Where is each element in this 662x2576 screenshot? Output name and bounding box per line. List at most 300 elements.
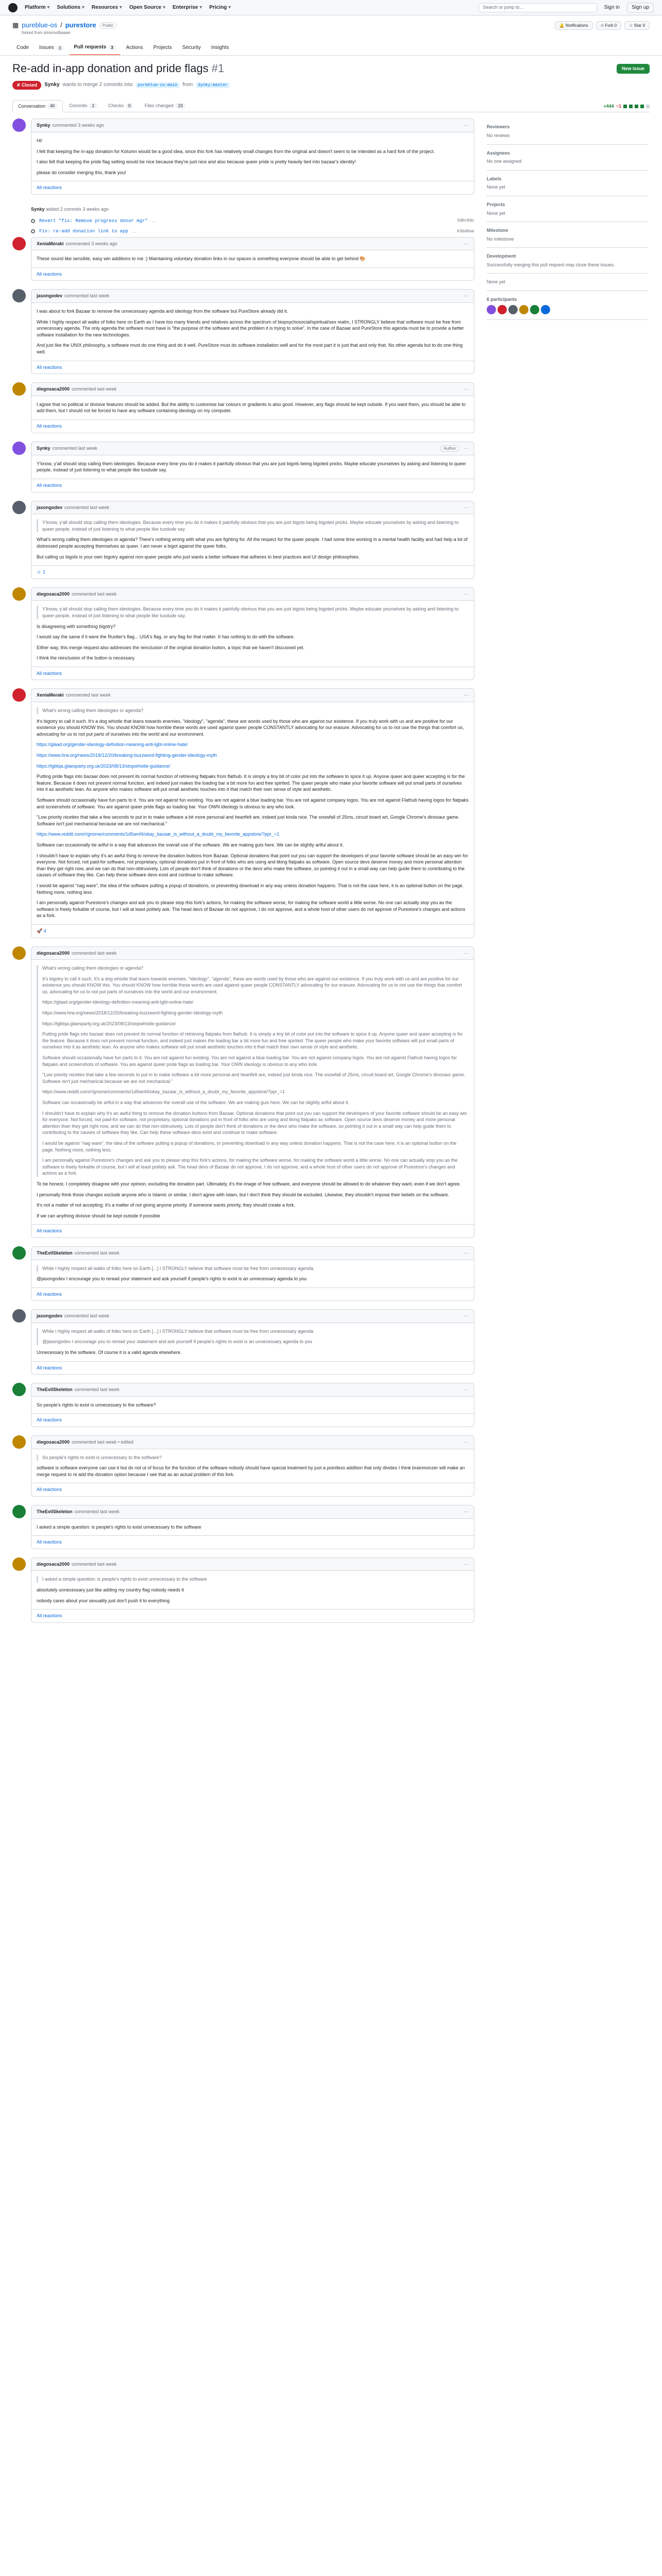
comment-box bbox=[31, 118, 474, 195]
blockquote bbox=[37, 606, 469, 619]
tab-label: Files changed bbox=[144, 103, 174, 109]
timeline-comment bbox=[12, 237, 474, 281]
comment-header bbox=[31, 1436, 474, 1449]
forked-from-text: forked from simonvdbaaan bbox=[22, 30, 71, 36]
sidebar-section bbox=[487, 145, 648, 171]
comment-paragraph: I would say the same if it were the Rustler's flag... USA's flag, or any flag for that matter. It has nothing to do with the software. bbox=[37, 634, 295, 640]
comment-author-link[interactable]: TheEvilSkeleton bbox=[37, 1509, 73, 1515]
github-logo-icon[interactable] bbox=[8, 3, 18, 12]
blockquote bbox=[37, 1576, 469, 1583]
avatar[interactable] bbox=[12, 289, 26, 302]
timeline-comment bbox=[12, 1246, 474, 1301]
tab-count: 2 bbox=[89, 103, 96, 109]
comment-header bbox=[31, 238, 474, 251]
commit-row bbox=[31, 226, 474, 237]
pr-tabs bbox=[12, 100, 650, 113]
comment-body bbox=[31, 1449, 474, 1483]
comment-paragraph: If we can anything divisive should be kept outside if possible bbox=[37, 1213, 160, 1218]
comment-box bbox=[31, 946, 474, 1238]
quote-paragraph: So people's rights to exist is unnecessary to the software? bbox=[42, 1454, 162, 1460]
comment-header bbox=[31, 1505, 474, 1519]
quote-paragraph: https://lgbtqa.glaesparty.org.uk/2023/08/13/stopwhistle-guidance/ bbox=[42, 1021, 176, 1026]
comment-paragraph: It's bigotry to call it such. It's a dog whistle that leans towards enemies, "ideology", "agenda", these are words used by those who are against our existence. If you truly work with us and are positive for our existence you should KNOW this. You should KNOW how horrible these words are used against queer people CONSTANTLY advocating for our erasure. Advocating for us to not use the things that comfort us, advocating for us to not put parts of ourselves into the world and our environment. bbox=[37, 718, 464, 737]
reactions-button[interactable]: All reactions bbox=[31, 1224, 474, 1238]
reactions-button[interactable]: All reactions bbox=[31, 361, 474, 374]
comment-body bbox=[31, 601, 474, 667]
reactions-button[interactable]: All reactions bbox=[31, 479, 474, 492]
comment-header bbox=[31, 442, 474, 455]
sidebar-value: No milestone bbox=[487, 236, 514, 242]
repo-icon: ▦ bbox=[12, 21, 19, 29]
timeline-comment bbox=[12, 1383, 474, 1427]
tab-pull-requests[interactable] bbox=[70, 41, 120, 55]
kebab-menu-icon[interactable]: ··· bbox=[464, 692, 469, 698]
reactions-button[interactable]: All reactions bbox=[31, 1609, 474, 1622]
tab-insights[interactable] bbox=[207, 41, 233, 55]
comment-box bbox=[31, 442, 474, 493]
tab-label: Commits bbox=[69, 103, 88, 109]
sidebar-section bbox=[487, 274, 648, 291]
comment-paragraph: So people's rights to exist is unnecessary to the software? bbox=[37, 1402, 156, 1408]
comment-paragraph: @jasongodev I encourage you to reread your statement and ask yourself if people's rights to exist is an unnecessary agenda to you bbox=[37, 1276, 307, 1282]
kebab-menu-icon[interactable]: ··· bbox=[464, 591, 469, 597]
timeline-comment bbox=[12, 1309, 474, 1375]
tab-label: Pull requests bbox=[74, 44, 107, 50]
comment-body bbox=[31, 1323, 474, 1361]
avatar[interactable] bbox=[12, 501, 26, 514]
comment-paragraph: please do consider merging this, thank you! bbox=[37, 170, 126, 175]
external-link[interactable]: https://www.reddit.com/r/gnome/comments/1d5wnf4/okay_bazaar_is_without_a_doubt_my_favorite_appstore/?ppr_=1 bbox=[37, 832, 279, 837]
reactions-button[interactable]: All reactions bbox=[31, 1413, 474, 1427]
comment-time[interactable]: commented last week bbox=[65, 692, 111, 698]
blockquote bbox=[37, 965, 469, 1177]
comment-paragraph: It's not a matter of not accepting; it's a matter of not giving anyone priority. If someone wants priority, they should create a fork. bbox=[37, 1202, 295, 1208]
pr-tab-commits[interactable] bbox=[64, 100, 102, 112]
global-header bbox=[0, 0, 662, 15]
avatar[interactable] bbox=[12, 1557, 26, 1571]
repo-header: ▦ pureblue-os / purestore Public 🔔 Notifications ✩ Fork 0 ☆ Star 0 forked from simonvdbaaan Code Issues 3 Pull requests 3 Actions Projects Security Insights bbox=[0, 15, 662, 56]
comment-body bbox=[31, 702, 474, 924]
commit-icon bbox=[31, 229, 35, 233]
blockquote bbox=[37, 1328, 469, 1345]
commit-icon bbox=[31, 219, 35, 223]
external-link[interactable]: https://glaad.org/gender-ideology-definition-meaning-anti-lgbt-online-hate/ bbox=[37, 742, 188, 748]
comment-paragraph: Either way, this merge request also addresses the reinclusion of the original donation button, a topic that we haven't discussed yet. bbox=[37, 645, 305, 650]
timeline-comment bbox=[12, 289, 474, 374]
comment-paragraph: "Low priority niceties that take a few seconds to put in to make software a bit more personal and heartfelt are, indeed just kinda nice. The snowfall of 25ms, circuit board art, Google Chrome's dinosaur game. Software isn't just mechanical because we are not mechanical." bbox=[37, 815, 460, 826]
kebab-menu-icon[interactable]: ··· bbox=[464, 1561, 469, 1567]
timeline-comment bbox=[12, 118, 474, 195]
avatar[interactable] bbox=[12, 688, 26, 702]
avatar[interactable] bbox=[12, 382, 26, 396]
quote-paragraph: Y'know, y'all should stop calling them ideologies. Because every time you do it makes it painfully obvious that you are just bigots being bigoted pricks. Maybe educate yourselves by asking and listening to queer people, instead of just listening to what people like tuxdude say. bbox=[42, 520, 459, 532]
avatar[interactable] bbox=[12, 442, 26, 455]
global-nav bbox=[25, 4, 231, 11]
comment-paragraph: I was about to fork Bazaar to remove the unnecessary agenda and ideology from the software but PureStore already did it. bbox=[37, 309, 288, 314]
comment-author-link[interactable]: diegosaca2000 bbox=[37, 950, 70, 956]
quote-paragraph: While I highly respect all walks of folks here on Earth [...] I STRONGLY believe that software must be free from unnecessary agenda. bbox=[42, 1328, 315, 1334]
external-link[interactable]: https://www.hrw.org/news/2018/12/20/breaking-buzzword-fighting-gender-ideology-myth bbox=[37, 753, 217, 758]
avatar[interactable] bbox=[12, 1246, 26, 1260]
kebab-menu-icon[interactable]: ··· bbox=[464, 1250, 469, 1256]
quote-paragraph: What's wrong calling them ideologies or agenda? bbox=[42, 708, 143, 714]
participants-title: 6 participants bbox=[487, 297, 517, 302]
pr-header bbox=[0, 56, 662, 94]
kebab-menu-icon[interactable]: ··· bbox=[464, 950, 469, 956]
comment-box bbox=[31, 587, 474, 681]
avatar[interactable] bbox=[12, 1309, 26, 1323]
pr-tab-conversation[interactable] bbox=[12, 100, 63, 113]
commit-row bbox=[31, 216, 474, 227]
comment-time[interactable]: commented last week bbox=[74, 1387, 120, 1393]
comment-header bbox=[31, 689, 474, 702]
comment-paragraph: Is disagreeing with something bigotry? bbox=[37, 623, 116, 629]
comment-time[interactable]: commented last week bbox=[72, 950, 117, 956]
base-branch[interactable]: pureblue-os:main bbox=[136, 82, 179, 88]
sidebar-section bbox=[487, 118, 648, 144]
tab-count: 3 bbox=[56, 45, 63, 51]
reactions-button[interactable]: All reactions bbox=[31, 181, 474, 194]
comment-time[interactable]: commented last week bbox=[72, 386, 117, 392]
participant-avatar[interactable] bbox=[519, 305, 528, 314]
comment-paragraph: And just like the UNIX philosophy, a software must do one thing and do it well. PureStore must do software installation well and for the most part it is just that and only that. No other agenda but to do one thing well. bbox=[37, 343, 463, 355]
tab-count: 23 bbox=[175, 103, 185, 109]
reactions-button[interactable]: All reactions bbox=[31, 1287, 474, 1301]
timeline-comment bbox=[12, 587, 474, 681]
tab-label: Code bbox=[16, 45, 29, 51]
commit-message-link[interactable]: Revert "fix: Remove progress donor mgr" bbox=[39, 218, 148, 224]
comment-time[interactable]: commented last week bbox=[72, 591, 117, 597]
commit-sha-link[interactable]: 3dbc8dc bbox=[457, 218, 474, 224]
comment-author-link[interactable]: jasongodev bbox=[37, 504, 63, 510]
comment-box bbox=[31, 1383, 474, 1427]
quote-paragraph: I would be against "nag ware", the idea of the software putting a popup of donations, or preventing download in any way unless donation happens. That is not the case here, it is an optional button on the page. Nothing more, nothing less. bbox=[42, 1140, 457, 1153]
comment-header bbox=[31, 501, 474, 515]
pr-author-link[interactable]: Synky bbox=[44, 82, 60, 88]
timeline-comment bbox=[12, 501, 474, 579]
tab-label: Security bbox=[182, 45, 201, 51]
blockquote bbox=[37, 519, 469, 532]
page-title: Re-add in-app donation and pride flags #1 bbox=[12, 62, 224, 75]
comment-header bbox=[31, 1383, 474, 1397]
comment-header bbox=[31, 1558, 474, 1571]
comment-body bbox=[31, 1397, 474, 1414]
comment-time[interactable]: commented 3 weeks ago bbox=[65, 241, 118, 246]
comment-time[interactable]: commented last week bbox=[72, 1561, 117, 1567]
comment-box bbox=[31, 382, 474, 433]
sidebar-section bbox=[487, 222, 648, 248]
kebab-menu-icon[interactable]: ··· bbox=[464, 1509, 469, 1515]
comment-body bbox=[31, 1519, 474, 1536]
commit-message-link[interactable]: Fix: re-add donation link to app bbox=[39, 229, 128, 234]
comment-author-link[interactable]: diegosaca2000 bbox=[37, 1439, 70, 1445]
comment-author-link[interactable]: Synky bbox=[37, 445, 51, 451]
comment-paragraph: Software can occasionally be artful in a way that advances the overall use of the software. We are making guis here. We can be slightly artful about it. bbox=[37, 842, 344, 848]
comment-header bbox=[31, 383, 474, 396]
avatar[interactable] bbox=[12, 237, 26, 250]
quote-paragraph: Software can occasionally be artful in a way that advances the overall use of the software. We are making guis here. We can be slightly artful about it. bbox=[42, 1100, 350, 1106]
star-button[interactable]: ☆ Star 0 bbox=[624, 21, 650, 30]
comment-paragraph: What's wrong calling them ideologies or agenda? There's nothing wrong with what you are fighting for. All the respect for the queer people. I had some time working in a mental health facility and had help a lot of distressed people accepting themselves as queer. I am never a bigot against the queer folks. bbox=[37, 537, 468, 549]
comment-paragraph: Putting pride flags into bazaar does not prevent its normal function of retrieving flatpaks from flathub. It is simply a tiny bit of color put into the software to spice it up. Anyone queer and queer accepting is for the feature. Because it does not prevent normal function, and indeed just makes the loading bar a bit more fun and free spirited. The queer people who make your favorite software will put small parts of ourselves into it as aesthetic lean. As anyone who makes software will put small aesthetic touches into it that match their own sense of style and aesthetic. bbox=[37, 774, 465, 792]
timeline-event bbox=[31, 203, 474, 216]
tab-actions[interactable] bbox=[122, 41, 147, 55]
repo-name-link[interactable]: purestore bbox=[65, 21, 96, 29]
comment-paragraph: absolutely unnecessary just like adding my country flag nobody needs it bbox=[37, 1587, 184, 1592]
sign-up-button[interactable]: Sign up bbox=[627, 3, 654, 13]
comment-body bbox=[31, 396, 474, 419]
comment-header bbox=[31, 947, 474, 960]
avatar[interactable] bbox=[12, 587, 26, 601]
comment-time[interactable]: commented last week bbox=[74, 1250, 120, 1256]
kebab-menu-icon[interactable]: ··· bbox=[464, 504, 469, 510]
sidebar-title[interactable]: Projects bbox=[487, 201, 505, 207]
comment-header bbox=[31, 290, 474, 303]
avatar[interactable] bbox=[12, 1435, 26, 1449]
quote-paragraph: What's wrong calling them ideologies or agenda? bbox=[42, 965, 143, 971]
comment-author-link[interactable]: jasongodev bbox=[37, 1313, 63, 1319]
comment-author-link[interactable]: TheEvilSkeleton bbox=[37, 1250, 73, 1256]
comment-author-link[interactable]: XeniaMeraki bbox=[37, 692, 64, 698]
tab-count: 40 bbox=[47, 103, 57, 109]
participant-avatar[interactable] bbox=[508, 305, 518, 314]
comment-header bbox=[31, 588, 474, 601]
fork-button[interactable]: ✩ Fork 0 bbox=[596, 21, 622, 30]
tab-issues[interactable] bbox=[35, 41, 68, 55]
nav-item-open-source[interactable]: Open Source ▾ bbox=[129, 4, 166, 11]
comment-paragraph: To be honest, I completely disagree with your opinion, excluding the donation part. Ultimately, it's the image of free software, and everyone should be allowed to do whatever they want, even if we don't agree. bbox=[37, 1181, 461, 1187]
comment-box bbox=[31, 289, 474, 374]
nav-item-resources[interactable]: Resources ▾ bbox=[92, 4, 122, 11]
participant-avatar[interactable] bbox=[487, 305, 496, 314]
comment-time[interactable]: commented 3 weeks ago bbox=[52, 123, 104, 128]
search-input[interactable]: Search or jump to... bbox=[478, 3, 597, 12]
sidebar-title[interactable]: Reviewers bbox=[487, 124, 510, 130]
comment-paragraph: software is software everyone can use it but do not ut of focus for the function of the software nobody should have special treatment by just a pointless addition that only divides I think brainmonzer will make an merge request to re add the donation option because I see that as an actual problem of this fork. bbox=[37, 1465, 465, 1477]
sidebar-title[interactable]: Milestone bbox=[487, 228, 508, 233]
reactions-button[interactable]: All reactions bbox=[31, 1361, 474, 1375]
tab-count: 3 bbox=[108, 45, 115, 50]
commit-status: … bbox=[152, 218, 156, 224]
tab-label: Issues bbox=[39, 45, 54, 51]
sidebar-section bbox=[487, 196, 648, 222]
sidebar-section bbox=[487, 171, 648, 196]
repo-tabs bbox=[12, 41, 650, 55]
kebab-menu-icon[interactable]: ··· bbox=[464, 123, 469, 128]
quote-paragraph: I shouldn't have to explain why it's an awful thing to remove the donation buttons from Bazaar. Optional donations that point out you can support the developers of your favorite software should be an easy win for everyone. Not forced, not paid-for software, not proprietary, optional donations put in front of folks who are using and liking flatpaks as software. Open source devs deserve money and more personal attention than they get right now, and we can do that non-obtrusively. Lots of people don't think of donations or the devs who make the software, so pointing it out in a small way can help guide them to contributing to the causes of software they like. Can help these software devs exist and continue to make software. bbox=[42, 1110, 467, 1136]
comment-time[interactable]: commented last week bbox=[52, 445, 97, 451]
sidebar-value: Successfully merging this pull request may close these issues. bbox=[487, 262, 615, 267]
tab-projects[interactable] bbox=[149, 41, 176, 55]
participant-avatar[interactable] bbox=[541, 305, 550, 314]
comment-paragraph: While I highly respect all walks of folks here on Earth as I have too many friends and relatives across the spectrum of biopsychosocial/spiritual/sex realm, I STRONGLY believe that software must be free from unnecessary agenda. The only agenda the software must have is "the purpose of the software and the problem it is trying to solve". In the case of Bazaar and PureStore this agenda must be to provide a better software installation for the new technologies. bbox=[37, 319, 464, 337]
commit-status: … bbox=[132, 229, 137, 234]
comment-body bbox=[31, 1260, 474, 1287]
quote-paragraph: While I highly respect all walks of folks here on Earth [...] I STRONGLY believe that software must be free from unnecessary agenda. bbox=[42, 1265, 315, 1271]
sidebar-title[interactable]: Development bbox=[487, 253, 516, 259]
avatar[interactable] bbox=[12, 946, 26, 960]
blockquote bbox=[37, 1265, 469, 1272]
comment-paragraph: Hi! bbox=[37, 138, 42, 143]
sidebar-title[interactable]: Labels bbox=[487, 176, 502, 181]
tab-label: Conversation bbox=[18, 103, 46, 109]
quote-paragraph: Y'know, y'all should stop calling them ideologies. Because every time you do it makes it painfully obvious that you are just bigots being bigoted pricks. Maybe educate yourselves by asking and listening to queer people, instead of just listening to what people like tuxdude say. bbox=[42, 606, 459, 618]
kebab-menu-icon[interactable]: ··· bbox=[464, 1439, 469, 1445]
participant-avatar[interactable] bbox=[498, 305, 507, 314]
repo-owner-link[interactable]: pureblue-os bbox=[22, 21, 57, 29]
comment-paragraph: I shouldn't have to explain why it's an awful thing to remove the donation buttons from Bazaar. Optional donations that point out you can support the developers of your favorite software should be an easy win for everyone. Not forced, not paid-for software, not proprietary, optional donations put in front of folks who are using and liking flatpaks as software. Open source devs deserve money and more personal attention than they get right now, and we can do that non-obtrusively. Lots of people don't think of donations or the devs who make the software, so pointing it out in a small way can help guide them to contributing to the causes of software they like. Can help these software devs exist and continue to make software. bbox=[37, 853, 468, 878]
avatar[interactable] bbox=[12, 118, 26, 132]
comment-paragraph: I would be against "nag ware", the idea of the software putting a popup of donations, or preventing download in any way unless donation happens. That is not the case here, it is an optional button on the page. Nothing more, nothing less. bbox=[37, 883, 464, 895]
comment-box bbox=[31, 688, 474, 938]
commit-sha-link[interactable]: 83bd0ae bbox=[457, 229, 474, 234]
comment-box bbox=[31, 237, 474, 281]
sidebar-value: None yet bbox=[487, 184, 506, 190]
comment-paragraph: I asked a simple question: is people's rights to exist unnecessary to the software bbox=[37, 1524, 202, 1530]
comment-paragraph: These sound like sensible, easy win additions to me :) Maintaining voluntary donation links in our spaces is something everyone should be able to get behind 🎨 bbox=[37, 256, 366, 262]
comment-paragraph: I also felt that keeping the pride flag setting would be nice because they're just nice and also because queer pride is pretty heavily tied into bazaar's identity! bbox=[37, 159, 356, 165]
comment-box bbox=[31, 1246, 474, 1301]
kebab-menu-icon[interactable]: ··· bbox=[464, 1313, 469, 1319]
comment-header bbox=[31, 119, 474, 132]
comment-time[interactable]: commented last week bbox=[64, 293, 110, 299]
comment-body bbox=[31, 303, 474, 361]
comment-paragraph: I personally think those changes exclude anyone who is Islamic or similar. I don't agree with Islam, but I don't think they should be excluded. Likewise, they shouldn't impose their beliefs on the software. bbox=[37, 1192, 450, 1197]
comment-author-link[interactable]: diegosaca2000 bbox=[37, 591, 70, 597]
notifications-button[interactable]: 🔔 Notifications bbox=[555, 21, 593, 30]
external-link[interactable]: https://lgbtqa.glaesparty.org.uk/2023/08/13/stopwhistle-guidance/ bbox=[37, 763, 171, 769]
comment-paragraph: I think the reinclusion of the button is necessary. bbox=[37, 655, 136, 661]
status-badge: ✘ Closed bbox=[12, 81, 41, 90]
participants-section bbox=[487, 291, 648, 320]
reactions-button[interactable]: All reactions bbox=[31, 267, 474, 281]
reactions-button[interactable]: All reactions bbox=[31, 1535, 474, 1549]
participant-avatar[interactable] bbox=[530, 305, 539, 314]
comment-body bbox=[31, 1571, 474, 1609]
comment-author-link[interactable]: diegosaca2000 bbox=[37, 1561, 70, 1567]
sidebar-value: No reviews bbox=[487, 132, 510, 138]
comment-paragraph: Software should occasionally have fun parts to it. You are not against fun existing. You are not against a blue loading bar. You are not against company logos. You are not against Flathub having logos for flatpaks and screenshots of software. You are against queer pride flags as loading bar. Your OWN ideology is obvious to any who look. bbox=[37, 798, 469, 809]
kebab-menu-icon[interactable]: ··· bbox=[464, 241, 469, 246]
timeline-comment bbox=[12, 688, 474, 938]
nav-item-platform[interactable]: Platform ▾ bbox=[25, 4, 49, 11]
kebab-menu-icon[interactable]: ··· bbox=[464, 293, 469, 299]
sidebar-value: None yet bbox=[487, 210, 506, 216]
reactions-button[interactable]: All reactions bbox=[31, 419, 474, 433]
kebab-menu-icon[interactable]: ··· bbox=[464, 386, 469, 392]
reactions-button[interactable]: All reactions bbox=[31, 1483, 474, 1496]
comment-header bbox=[31, 1310, 474, 1323]
comment-author-link[interactable]: jasongodev bbox=[37, 293, 63, 299]
avatar[interactable] bbox=[12, 1505, 26, 1518]
quote-paragraph: https://www.hrw.org/news/2018/12/20/breaking-buzzword-fighting-gender-ideology-myth bbox=[42, 1010, 223, 1016]
comment-time[interactable]: commented last week bbox=[74, 1509, 120, 1515]
comment-body bbox=[31, 455, 474, 479]
pr-tab-files-changed[interactable] bbox=[139, 100, 190, 112]
comment-body bbox=[31, 514, 474, 565]
comment-time[interactable]: commented last week bbox=[64, 504, 110, 510]
pr-sidebar bbox=[487, 118, 648, 1631]
sidebar-value: None yet bbox=[487, 279, 506, 285]
comment-author-link[interactable]: Synky bbox=[37, 123, 51, 128]
timeline-comment bbox=[12, 382, 474, 433]
comment-paragraph: nobody cares about your sexuality just don't push it to everything bbox=[37, 1598, 170, 1603]
quote-paragraph: Putting pride flags into bazaar does not prevent its normal function of retrieving flatpaks from flathub. It is simply a tiny bit of color put into the software to spice it up. Anyone queer and queer accepting is for the feature. Because it does not prevent normal function, and indeed just makes the loading bar a bit more fun and free spirited. The queer people who make your favorite software will put small parts of ourselves into it as aesthetic lean. As anyone who makes software will put small aesthetic touches into it that match their own sense of style and aesthetic. bbox=[42, 1031, 463, 1050]
timeline-comment bbox=[12, 1435, 474, 1497]
nav-item-pricing[interactable]: Pricing ▾ bbox=[209, 4, 231, 11]
tab-count: 0 bbox=[126, 103, 133, 109]
avatar[interactable] bbox=[12, 1383, 26, 1396]
pr-meta: ✘ Closed Synky wants to merge 2 commits into pureblue-os:main from Synky:master bbox=[12, 81, 650, 90]
timeline-comment bbox=[12, 1557, 474, 1623]
event-author-link[interactable]: Synky bbox=[31, 206, 45, 212]
comment-paragraph: Y'know, y'all should stop calling them ideologies. Because every time you do it makes it painfully obvious that you are just bigots being bigoted pricks. Maybe educate yourselves by asking and listening to queer people, instead of just listening to what people like tuxdude say. bbox=[37, 461, 466, 473]
comment-time[interactable]: commented last week • edited bbox=[72, 1439, 134, 1445]
new-issue-button[interactable]: New issue bbox=[617, 64, 650, 74]
sidebar-title[interactable]: Assignees bbox=[487, 150, 510, 156]
sidebar-value: No one assigned bbox=[487, 159, 522, 164]
reactions-button[interactable]: All reactions bbox=[31, 667, 474, 680]
comment-time[interactable]: commented last week bbox=[64, 1313, 110, 1319]
comment-box bbox=[31, 1505, 474, 1549]
quote-paragraph: Software should occasionally have fun parts to it. You are not against fun existing. You are not against a blue loading bar. You are not against company logos. You are not against Flathub having logos for flatpaks and screenshots of software. You are against queer pride flags as loading bar. Your OWN ideology is obvious to any who look. bbox=[42, 1055, 457, 1067]
tab-label: Checks bbox=[108, 103, 124, 109]
reactions-button[interactable]: 🚀 4 bbox=[31, 924, 474, 938]
comment-body bbox=[31, 250, 474, 267]
blockquote bbox=[37, 707, 469, 714]
author-role-badge: Author bbox=[440, 445, 459, 452]
nav-item-enterprise[interactable]: Enterprise ▾ bbox=[173, 4, 202, 11]
comment-paragraph: I felt that keeping the in-app donation for Kotumn would be a good idea, since this fork has relatively small changes from the original and doesn't seem to be intended as a hard fork of the project. bbox=[37, 148, 435, 154]
comment-author-link[interactable]: diegosaca2000 bbox=[37, 386, 70, 392]
tab-label: Projects bbox=[153, 45, 172, 51]
kebab-menu-icon[interactable]: ··· bbox=[464, 1387, 469, 1393]
comment-paragraph: I am personally against Purestore's changes and ask you to please stop this fork's actions, for making the software worse, for making the software world a little worse. No one can actually stop you as the software is freely forkable of course, but I will at least politely ask. The head devs of Bazaar do not approve, I do not approve, and a whole host of other users do not approve of Purestore's changes and actions as a fork. bbox=[37, 900, 466, 919]
quote-paragraph: I asked a simple question: is people's rights to exist unnecessary to the software bbox=[42, 1577, 207, 1582]
reactions-button[interactable]: ☺ 1 bbox=[31, 565, 474, 579]
comment-header bbox=[31, 1247, 474, 1260]
comment-box bbox=[31, 1435, 474, 1497]
sign-in-link[interactable]: Sign in bbox=[604, 4, 620, 10]
tab-label: Insights bbox=[211, 45, 229, 51]
head-branch[interactable]: Synky:master bbox=[196, 82, 230, 88]
comment-paragraph: I agree that no political or divisive features should be added. But the ability to customise bar colours or gradients is also good. However, any flags should be kept outside. If you want them, you should be able to add them, but I should not be forced to have any software containing ideology on my computer. bbox=[37, 401, 466, 414]
visibility-badge: Public bbox=[100, 22, 117, 29]
pr-tab-checks[interactable] bbox=[103, 100, 138, 112]
kebab-menu-icon[interactable]: ··· bbox=[464, 445, 469, 451]
nav-item-solutions[interactable]: Solutions ▾ bbox=[57, 4, 84, 11]
comment-box bbox=[31, 1557, 474, 1623]
comment-box bbox=[31, 501, 474, 579]
blockquote bbox=[37, 1454, 469, 1461]
quote-paragraph: "Low priority niceties that take a few seconds to put in to make software a bit more personal and heartfelt are, indeed just kinda nice. The snowfall of 25ms, circuit board art, Google Chrome's dinosaur game. Software isn't just mechanical because we are not mechanical." bbox=[42, 1072, 466, 1084]
quote-paragraph: https://glaad.org/gender-ideology-definition-meaning-anti-lgbt-online-hate/ bbox=[42, 999, 194, 1005]
comment-paragraph: But calling us bigots is your own bigotry against non-queer people who just wants a better software that adheres to best practices and UI design philosophies. bbox=[37, 554, 360, 560]
comment-author-link[interactable]: XeniaMeraki bbox=[37, 241, 64, 246]
comment-paragraph: Unnecessary to the software. Of course it is a valid agenda elsewhere. bbox=[37, 1350, 182, 1355]
tab-label: Actions bbox=[126, 45, 143, 51]
tab-security[interactable] bbox=[178, 41, 205, 55]
tab-code[interactable] bbox=[12, 41, 33, 55]
comment-body bbox=[31, 960, 474, 1224]
timeline bbox=[12, 118, 474, 1631]
comment-body bbox=[31, 132, 474, 181]
quote-paragraph: I am personally against Purestore's changes and ask you to please stop this fork's actions, for making the software worse, for making the software world a little worse. No one can actually stop you as the software is freely forkable of course, but I will at least politely ask. The head devs of Bazaar do not approve, I do not approve, and a whole host of other users do not approve of Purestore's changes and actions as a fork. bbox=[42, 1158, 458, 1176]
diffstat: +444 −1 bbox=[603, 103, 650, 112]
quote-paragraph: https://www.reddit.com/r/gnome/comments/1d5wnf4/okay_bazaar_is_without_a_doubt_my_favorite_appstore/?ppr_=1 bbox=[42, 1089, 285, 1095]
comment-author-link[interactable]: TheEvilSkeleton bbox=[37, 1387, 73, 1393]
timeline-comment bbox=[12, 442, 474, 493]
